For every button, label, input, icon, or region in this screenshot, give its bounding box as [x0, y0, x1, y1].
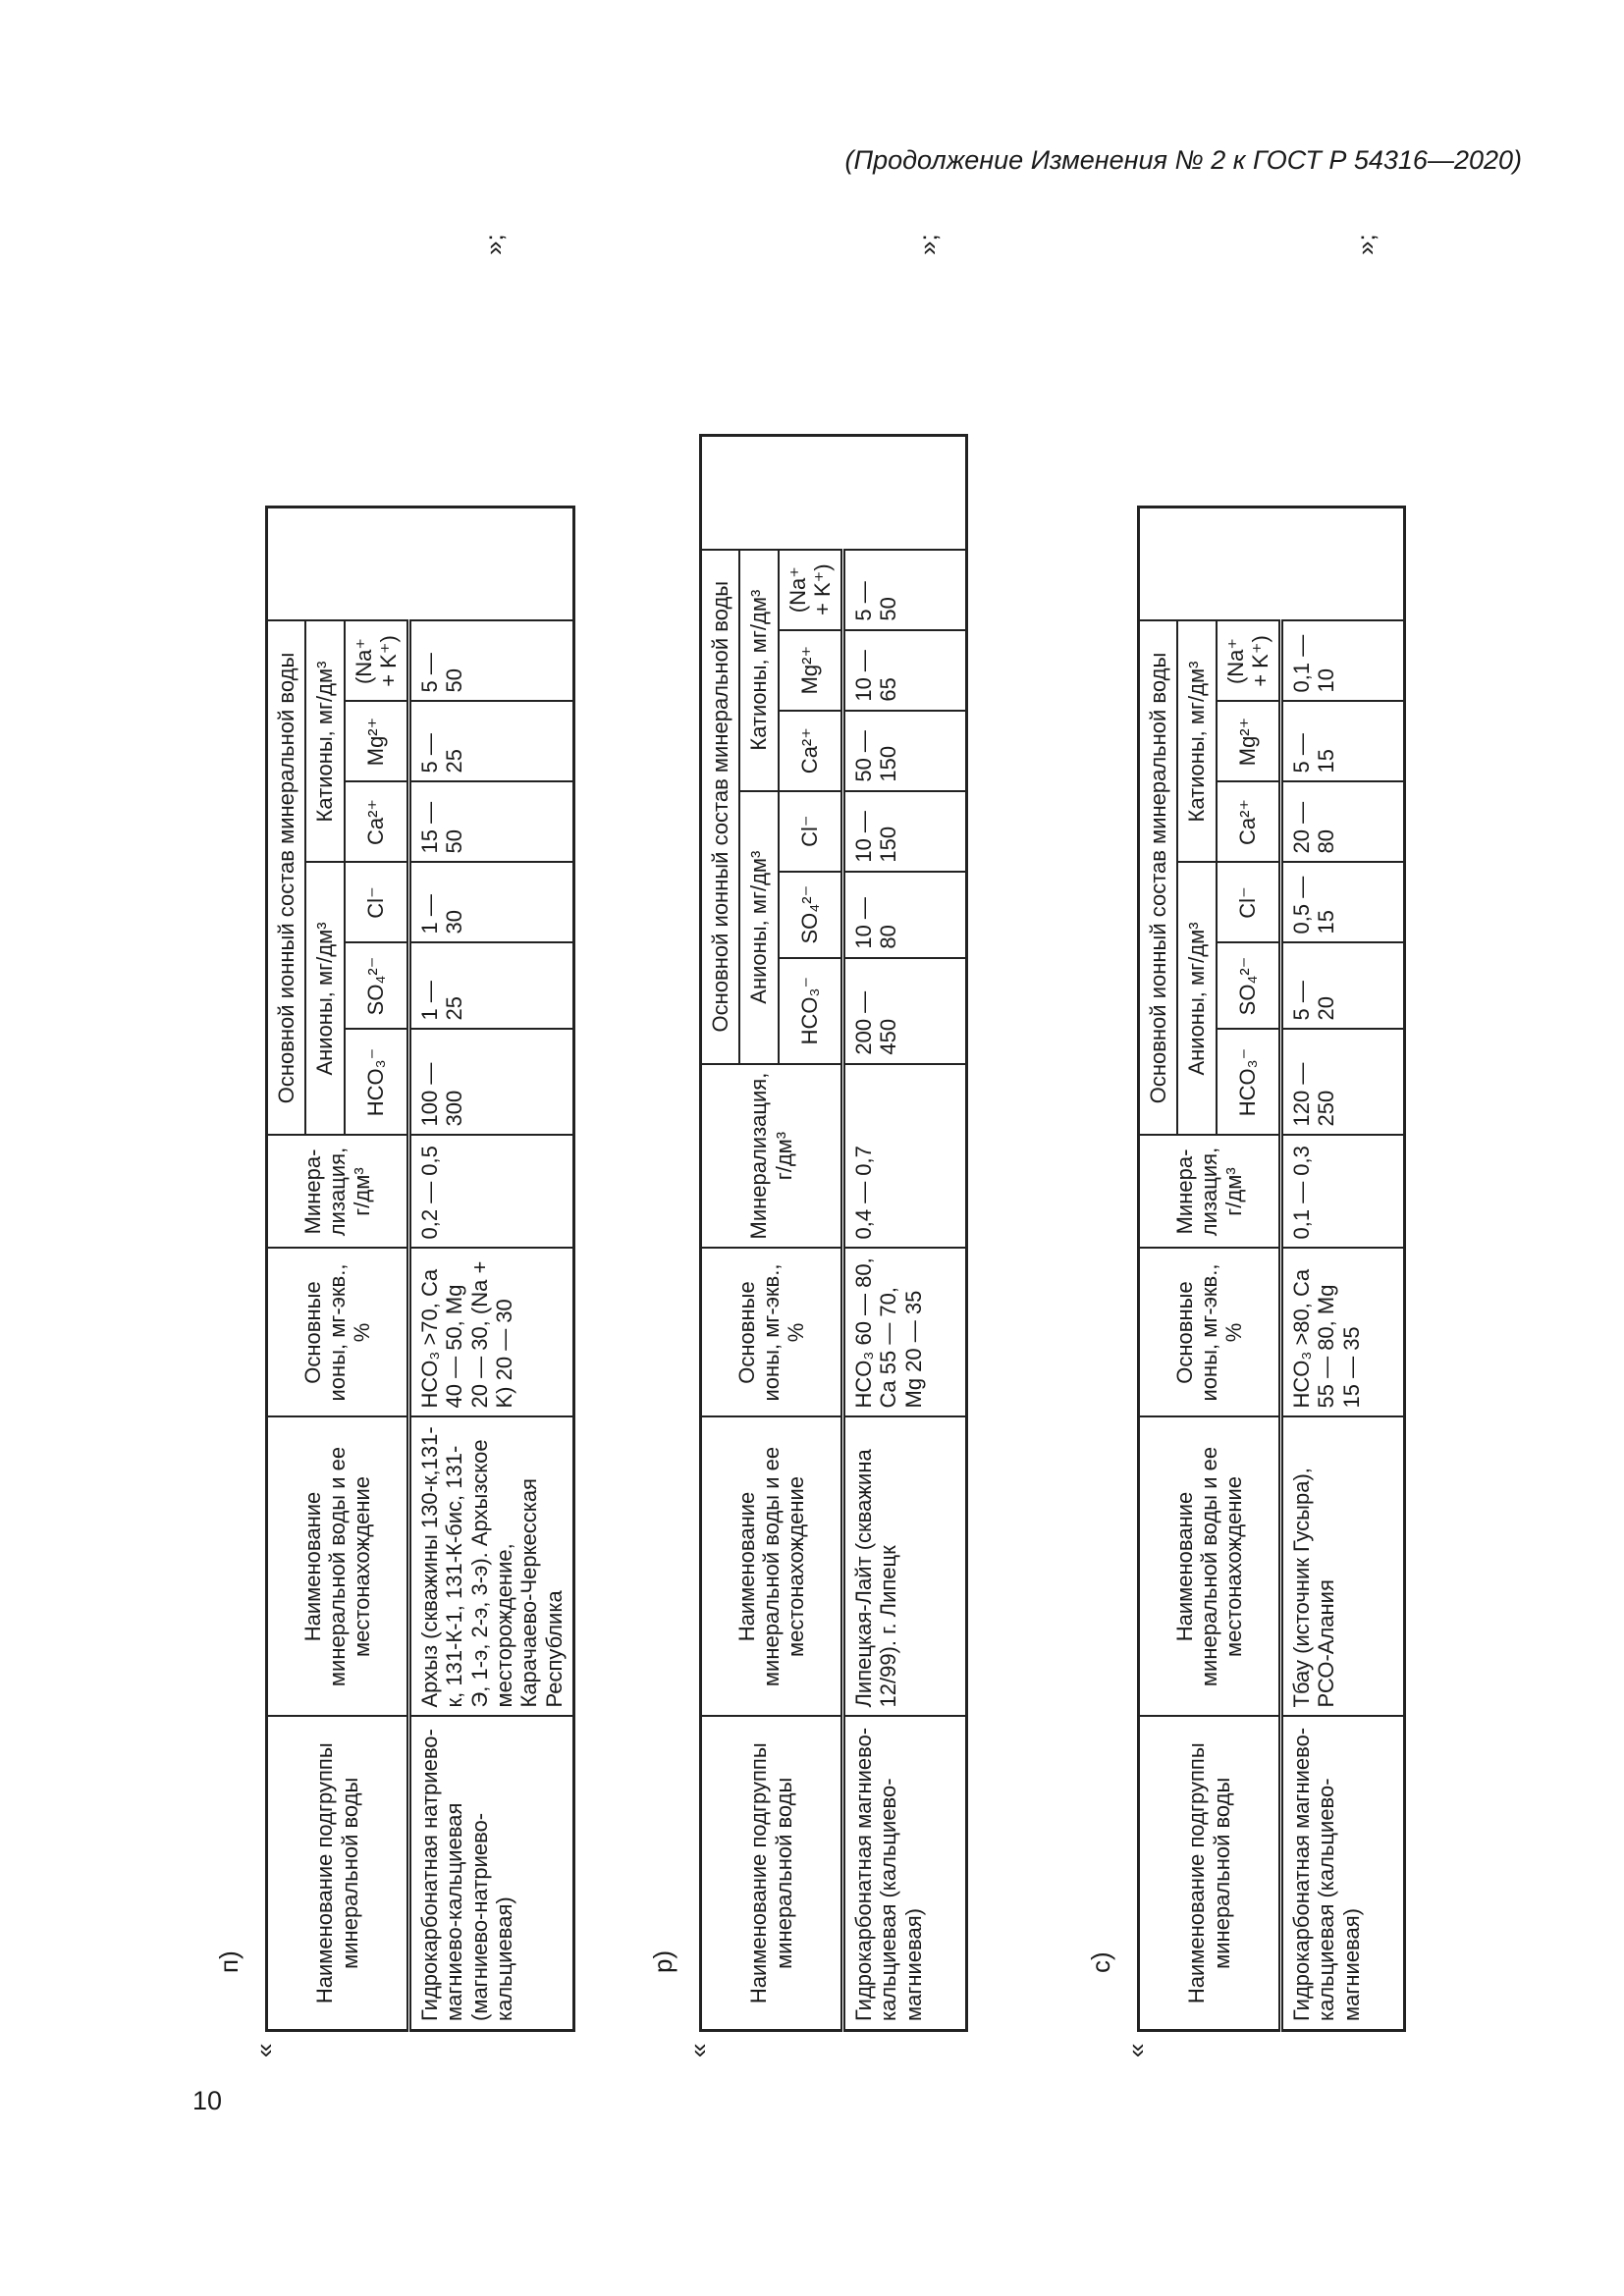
header-mineralization: Минерализация, г/дм³: [701, 1064, 843, 1249]
header-composition: Основной ионный состав минеральной воды: [267, 621, 306, 1136]
cell-so4: 10 — 80: [843, 872, 967, 958]
header-mg: Mg²⁺: [779, 630, 843, 711]
header-cations: Катионы, мг/дм³: [1177, 621, 1216, 863]
header-name: Наименование минеральной воды и ее местонахождение: [701, 1417, 843, 1717]
cell-subgroup: Гидрокарбонатная магниево-кальциевая (кальциево-магниевая): [843, 1717, 967, 2031]
close-quote: »;: [913, 234, 943, 255]
header-ca: Ca²⁺: [345, 782, 409, 863]
cell-mineralization: 0,4 — 0,7: [843, 1064, 967, 1249]
header-mg: Mg²⁺: [345, 702, 409, 782]
mineral-water-table: [265, 506, 575, 2032]
page-number: 10: [192, 2086, 223, 2115]
cell-subgroup: Гидрокарбонатная натриево-магниево-кальциевая (магниево-натриево-кальциевая): [409, 1717, 574, 2031]
header-ca: Ca²⁺: [779, 711, 843, 791]
header-nak: (Na⁺ + K⁺): [345, 621, 409, 702]
close-quote: »;: [1351, 234, 1380, 255]
header-cl: Cl⁻: [1217, 863, 1281, 943]
table-row: [409, 507, 574, 2031]
cell-mg: 10 — 65: [843, 630, 967, 711]
cell-ca: 50 — 150: [843, 711, 967, 791]
header-ions: Основные ионы, мг-экв., %: [267, 1249, 409, 1417]
header-hco3: HCO₃⁻: [779, 958, 843, 1064]
cell-nak: 0,1 — 10: [1281, 621, 1405, 702]
header-anions: Анионы, мг/дм³: [1177, 863, 1216, 1136]
header-ions: Основные ионы, мг-экв., %: [1139, 1249, 1281, 1417]
header-name: Наименование минеральной воды и ее местонахождение: [1139, 1417, 1281, 1717]
header-subgroup: Наименование подгруппы минеральной воды: [1139, 1717, 1281, 2031]
open-quote: «: [1121, 2043, 1151, 2057]
section-label: п): [214, 1950, 244, 1973]
header-cl: Cl⁻: [345, 863, 409, 943]
cell-so4: 1 — 25: [409, 943, 574, 1030]
header-subgroup: Наименование подгруппы минеральной воды: [267, 1717, 409, 2031]
header-anions: Анионы, мг/дм³: [305, 863, 344, 1136]
cell-mg: 5 — 15: [1281, 702, 1405, 782]
header-so4: SO₄²⁻: [779, 872, 843, 958]
cell-ions: HCO₃ 60 — 80, Ca 55 — 70, Mg 20 — 35: [843, 1249, 967, 1417]
cell-name: Архыз (скважины 130-к,131-к, 131-К-1, 131-К-бис, 131-Э, 1-э, 2-э, 3-э). Архызское месторождение, Карачаево-Черкесская Республика: [409, 1417, 574, 1717]
cell-ca: 20 — 80: [1281, 782, 1405, 863]
cell-name: Липецкая-Лайт (скважина 12/99). г. Липецк: [843, 1417, 967, 1717]
table-row: [1281, 507, 1405, 2031]
mineral-water-table: [699, 434, 968, 2032]
header-ca: Ca²⁺: [1217, 782, 1281, 863]
header-cations: Катионы, мг/дм³: [305, 621, 344, 863]
section-label: с): [1086, 1951, 1115, 1973]
header-cations: Катионы, мг/дм³: [739, 550, 778, 791]
cell-ca: 15 — 50: [409, 782, 574, 863]
header-composition: Основной ионный состав минеральной воды: [701, 550, 740, 1064]
page-header: (Продолжение Изменения № 2 к ГОСТ Р 54316—2020): [844, 145, 1522, 175]
cell-ions: HCO₃ >70, Ca 40 — 50, Mg 20 — 30, (Na + K) 20 — 30: [409, 1249, 574, 1417]
header-hco3: HCO₃⁻: [345, 1030, 409, 1136]
cell-subgroup: Гидрокарбонатная магниево-кальциевая (кальциево-магниевая): [1281, 1717, 1405, 2031]
header-mineralization: Минера-лизация, г/дм³: [267, 1136, 409, 1249]
section-label: р): [648, 1949, 677, 1973]
table-row: [843, 436, 967, 2031]
cell-nak: 5 — 50: [409, 621, 574, 702]
open-quote: «: [683, 2043, 713, 2057]
cell-nak: 5 — 50: [843, 550, 967, 630]
header-subgroup: Наименование подгруппы минеральной воды: [701, 1717, 843, 2031]
header-nak: (Na⁺ + K⁺): [779, 550, 843, 630]
cell-so4: 5 — 20: [1281, 943, 1405, 1030]
cell-mineralization: 0,1 — 0,3: [1281, 1136, 1405, 1249]
cell-hco3: 100 — 300: [409, 1030, 574, 1136]
open-quote: «: [249, 2043, 279, 2057]
header-anions: Анионы, мг/дм³: [739, 791, 778, 1064]
header-composition: Основной ионный состав минеральной воды: [1139, 621, 1178, 1136]
header-nak: (Na⁺ + K⁺): [1217, 621, 1281, 702]
cell-name: Тбау (источник Гусыра), РСО-Алания: [1281, 1417, 1405, 1717]
header-mg: Mg²⁺: [1217, 702, 1281, 782]
header-name: Наименование минеральной воды и ее местонахождение: [267, 1417, 409, 1717]
header-so4: SO₄²⁻: [345, 943, 409, 1030]
cell-cl: 0,5 — 15: [1281, 863, 1405, 943]
header-so4: SO₄²⁻: [1217, 943, 1281, 1030]
cell-hco3: 200 — 450: [843, 958, 967, 1064]
cell-mineralization: 0,2 — 0,5: [409, 1136, 574, 1249]
header-hco3: HCO₃⁻: [1217, 1030, 1281, 1136]
cell-hco3: 120 — 250: [1281, 1030, 1405, 1136]
cell-ions: HCO₃ >80, Ca 55 — 80, Mg 15 — 35: [1281, 1249, 1405, 1417]
header-mineralization: Минера-лизация, г/дм³: [1139, 1136, 1281, 1249]
cell-cl: 10 — 150: [843, 791, 967, 872]
close-quote: »;: [479, 234, 509, 255]
header-ions: Основные ионы, мг-экв., %: [701, 1249, 843, 1417]
header-cl: Cl⁻: [779, 791, 843, 872]
cell-cl: 1 — 30: [409, 863, 574, 943]
mineral-water-table: [1137, 506, 1406, 2032]
cell-mg: 5 — 25: [409, 702, 574, 782]
